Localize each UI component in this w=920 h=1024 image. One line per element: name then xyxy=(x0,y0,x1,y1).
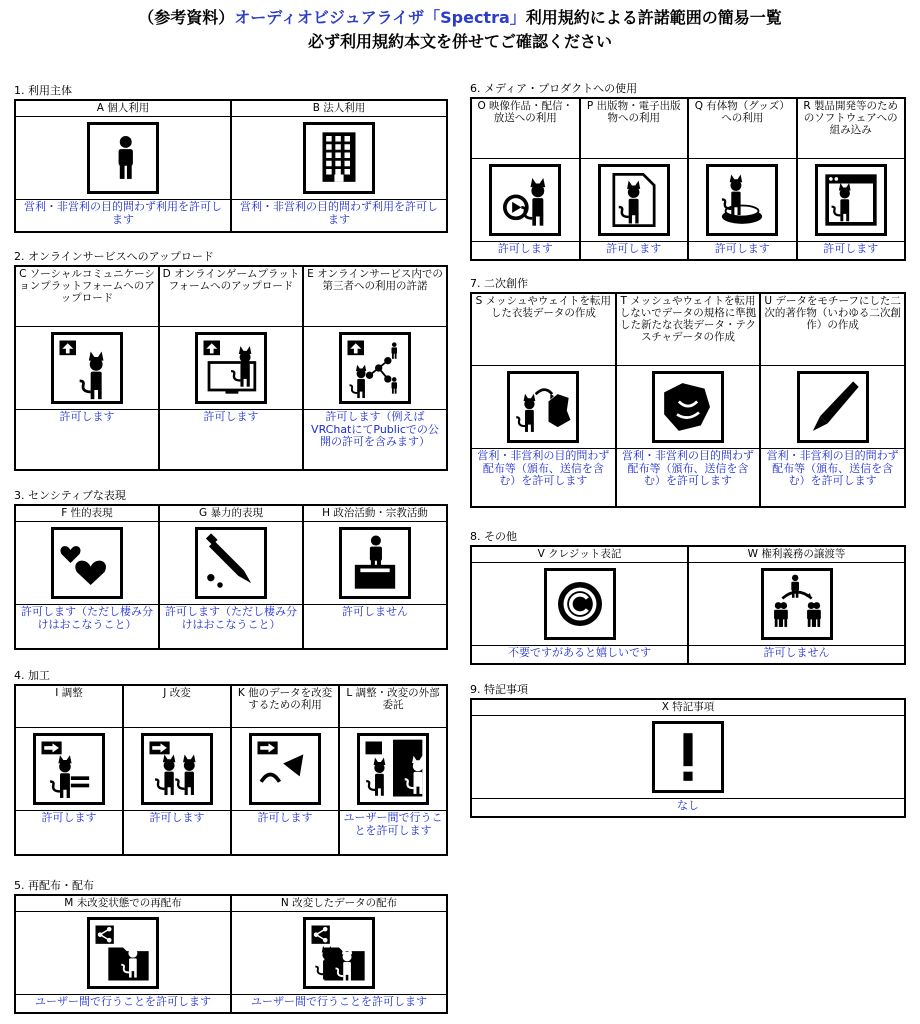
publication-icon xyxy=(598,164,670,236)
upload-cat-icon xyxy=(51,332,123,404)
permission-text: なし xyxy=(472,798,904,816)
column-header: J 改変 xyxy=(122,686,230,728)
icon-cell xyxy=(158,522,302,604)
icon-cell xyxy=(472,716,904,798)
section-title: 3. センシティブな表現 xyxy=(14,489,126,502)
modify-icon xyxy=(141,733,213,805)
column-header: V クレジット表記 xyxy=(472,547,687,563)
permission-table xyxy=(14,684,448,856)
permission-text: 許可します xyxy=(230,810,338,854)
permission-table xyxy=(470,698,906,818)
table-icon-row xyxy=(16,117,446,199)
permission-text: 営利・非営利の目的問わず利用を許可します xyxy=(230,199,446,231)
table-icon-row xyxy=(472,563,904,645)
table-header-row xyxy=(16,686,446,728)
transfer-rights-icon xyxy=(761,568,833,640)
hearts-icon xyxy=(51,527,123,599)
section-title: 6. メディア・プロダクトへの使用 xyxy=(470,82,638,95)
building-icon xyxy=(303,122,375,194)
permission-text: 許可します xyxy=(472,241,579,259)
column-header: D オンラインゲームプラットフォームへのアップロード xyxy=(158,267,302,327)
column-header: B 法人利用 xyxy=(230,101,446,117)
table-permission-row xyxy=(16,604,446,648)
permission-text: ユーザー間で行うことを許可します xyxy=(338,810,446,854)
permission-table xyxy=(470,97,906,261)
share-modified-icon xyxy=(303,917,375,989)
icon-cell xyxy=(615,366,760,448)
permission-text: 許可します（ただし棲み分けはおこなうこと） xyxy=(158,604,302,648)
section-title: 9. 特記事項 xyxy=(470,683,528,696)
permission-text: 許可します xyxy=(122,810,230,854)
pen-icon xyxy=(797,371,869,443)
column-header: M 未改変状態での再配布 xyxy=(16,896,230,912)
icon-cell xyxy=(472,159,579,241)
icon-cell xyxy=(302,522,446,604)
column-header: I 調整 xyxy=(16,686,122,728)
permission-text: 許可します xyxy=(16,409,158,469)
speaker-podium-icon xyxy=(339,527,411,599)
permission-table xyxy=(470,545,906,665)
table-icon-row xyxy=(16,728,446,810)
icon-cell xyxy=(16,728,122,810)
section-title: 4. 加工 xyxy=(14,669,50,682)
column-header: X 特記事項 xyxy=(472,700,904,716)
table-permission-row xyxy=(16,199,446,231)
copyright-icon xyxy=(544,568,616,640)
column-header: U データをモチーフにした二次的著作物（いわゆる二次創作）の作成 xyxy=(759,294,904,366)
column-header: O 映像作品・配信・放送への利用 xyxy=(472,99,579,159)
table-permission-row xyxy=(16,994,446,1012)
table-header-row xyxy=(472,547,904,563)
icon-cell xyxy=(687,159,796,241)
permission-table xyxy=(470,292,906,508)
column-header: C ソーシャルコミュニケーションプラットフォームへのアップロード xyxy=(16,267,158,327)
icon-cell xyxy=(472,563,687,645)
permission-text: ユーザー間で行うことを許可します xyxy=(16,994,230,1012)
permission-text: 許可します xyxy=(796,241,905,259)
video-icon xyxy=(489,164,561,236)
permission-text: 許可します（ただし棲み分けはおこなうこと） xyxy=(16,604,158,648)
costume-icon xyxy=(507,371,579,443)
section-notes xyxy=(470,683,906,818)
table-icon-row xyxy=(472,159,904,241)
permission-text: 営利・非営利の目的問わず配布等（頒布、送信を含む）を許可します xyxy=(615,448,760,506)
section-sensitive xyxy=(14,489,448,650)
table-header-row xyxy=(472,294,904,366)
table-header-row xyxy=(16,506,446,522)
permission-text: 営利・非営利の目的問わず利用を許可します xyxy=(16,199,230,231)
icon-cell xyxy=(796,159,905,241)
table-icon-row xyxy=(16,912,446,994)
permission-text: 許可します xyxy=(158,409,302,469)
outsource-icon xyxy=(357,733,429,805)
icon-cell xyxy=(16,912,230,994)
new-costume-icon xyxy=(652,371,724,443)
permission-text: ユーザー間で行うことを許可します xyxy=(230,994,446,1012)
transfer-icon xyxy=(249,733,321,805)
permission-text: 許可しません xyxy=(302,604,446,648)
permission-text: 許可します xyxy=(579,241,688,259)
permission-text: 営利・非営利の目的問わず配布等（頒布、送信を含む）を許可します xyxy=(472,448,615,506)
icon-cell xyxy=(230,728,338,810)
table-header-row xyxy=(472,99,904,159)
table-icon-row xyxy=(16,522,446,604)
permission-text: 許可します xyxy=(687,241,796,259)
section-title: 8. その他 xyxy=(470,530,517,543)
section-title: 7. 二次創作 xyxy=(470,277,528,290)
share-folder-icon xyxy=(87,917,159,989)
header-line-2: 必ず利用規約本文を併せてご確認ください xyxy=(307,32,612,51)
section-derivative xyxy=(470,277,906,508)
permission-text: 営利・非営利の目的問わず配布等（頒布、送信を含む）を許可します xyxy=(759,448,904,506)
section-title: 1. 利用主体 xyxy=(14,84,72,97)
section-title: 5. 再配布・配布 xyxy=(14,879,94,892)
column-header: S メッシュやウェイトを転用した衣装データの作成 xyxy=(472,294,615,366)
header-suffix: 利用規約による許諾範囲の簡易一覧 xyxy=(525,8,782,27)
header-prefix: （参考資料） xyxy=(138,8,235,27)
icon-cell xyxy=(230,912,446,994)
icon-cell xyxy=(302,327,446,409)
section-title: 2. オンラインサービスへのアップロード xyxy=(14,250,214,263)
table-icon-row xyxy=(472,716,904,798)
icon-cell xyxy=(687,563,904,645)
table-permission-row xyxy=(16,409,446,469)
table-header-row xyxy=(16,267,446,327)
person-icon xyxy=(87,122,159,194)
icon-cell xyxy=(16,522,158,604)
column-header: F 性的表現 xyxy=(16,506,158,522)
icon-cell xyxy=(158,327,302,409)
permission-table xyxy=(14,504,448,650)
table-icon-row xyxy=(16,327,446,409)
table-permission-row xyxy=(472,645,904,663)
column-header: A 個人利用 xyxy=(16,101,230,117)
permission-table xyxy=(14,99,448,233)
icon-cell xyxy=(472,366,615,448)
section-media-products xyxy=(470,82,906,261)
icon-cell xyxy=(230,117,446,199)
column-header: L 調整・改変の外部委託 xyxy=(338,686,446,728)
permission-table xyxy=(14,894,448,1014)
section-processing xyxy=(14,669,448,856)
table-permission-row xyxy=(472,448,904,506)
column-header: G 暴力的表現 xyxy=(158,506,302,522)
section-usage-subject xyxy=(14,84,448,233)
table-icon-row xyxy=(472,366,904,448)
permission-text: 許可します（例えばVRChatにてPublicでの公開の許可を含みます） xyxy=(302,409,446,469)
section-redistribution xyxy=(14,879,448,1014)
icon-cell xyxy=(16,117,230,199)
exclamation-icon xyxy=(652,721,724,793)
column-header: W 権利義務の譲渡等 xyxy=(687,547,904,563)
table-permission-row xyxy=(16,810,446,854)
adjust-icon xyxy=(33,733,105,805)
section-other xyxy=(470,530,906,665)
table-header-row xyxy=(16,896,446,912)
column-header: P 出版物・電子出版物への利用 xyxy=(579,99,688,159)
table-header-row xyxy=(472,700,904,716)
column-header: R 製品開発等のためのソフトウェアへの組み込み xyxy=(796,99,905,159)
page-header xyxy=(0,6,920,54)
table-header-row xyxy=(16,101,446,117)
column-header: N 改変したデータの配布 xyxy=(230,896,446,912)
header-product: オーディオビジュアライザ「Spectra」 xyxy=(234,8,526,27)
header-line-1 xyxy=(0,6,920,30)
column-header: T メッシュやウェイトを転用しないでデータの規格に準拠した新たな衣装データ・テクスチャデータの作成 xyxy=(615,294,760,366)
column-header: H 政治活動・宗教活動 xyxy=(302,506,446,522)
column-header: K 他のデータを改変するための利用 xyxy=(230,686,338,728)
permission-table xyxy=(14,265,448,471)
section-online-upload xyxy=(14,250,448,471)
icon-cell xyxy=(122,728,230,810)
knife-icon xyxy=(195,527,267,599)
column-header: E オンラインサービス内での第三者への利用の許諾 xyxy=(302,267,446,327)
permission-text: 不要ですがあると嬉しいです xyxy=(472,645,687,663)
icon-cell xyxy=(338,728,446,810)
table-permission-row xyxy=(472,241,904,259)
column-header: Q 有体物（グッズ）への利用 xyxy=(687,99,796,159)
upload-game-icon xyxy=(195,332,267,404)
permission-text: 許可しません xyxy=(687,645,904,663)
icon-cell xyxy=(16,327,158,409)
table-permission-row xyxy=(472,798,904,816)
icon-cell xyxy=(759,366,904,448)
icon-cell xyxy=(579,159,688,241)
permission-text: 許可します xyxy=(16,810,122,854)
software-icon xyxy=(815,164,887,236)
goods-icon xyxy=(706,164,778,236)
upload-share-icon xyxy=(339,332,411,404)
